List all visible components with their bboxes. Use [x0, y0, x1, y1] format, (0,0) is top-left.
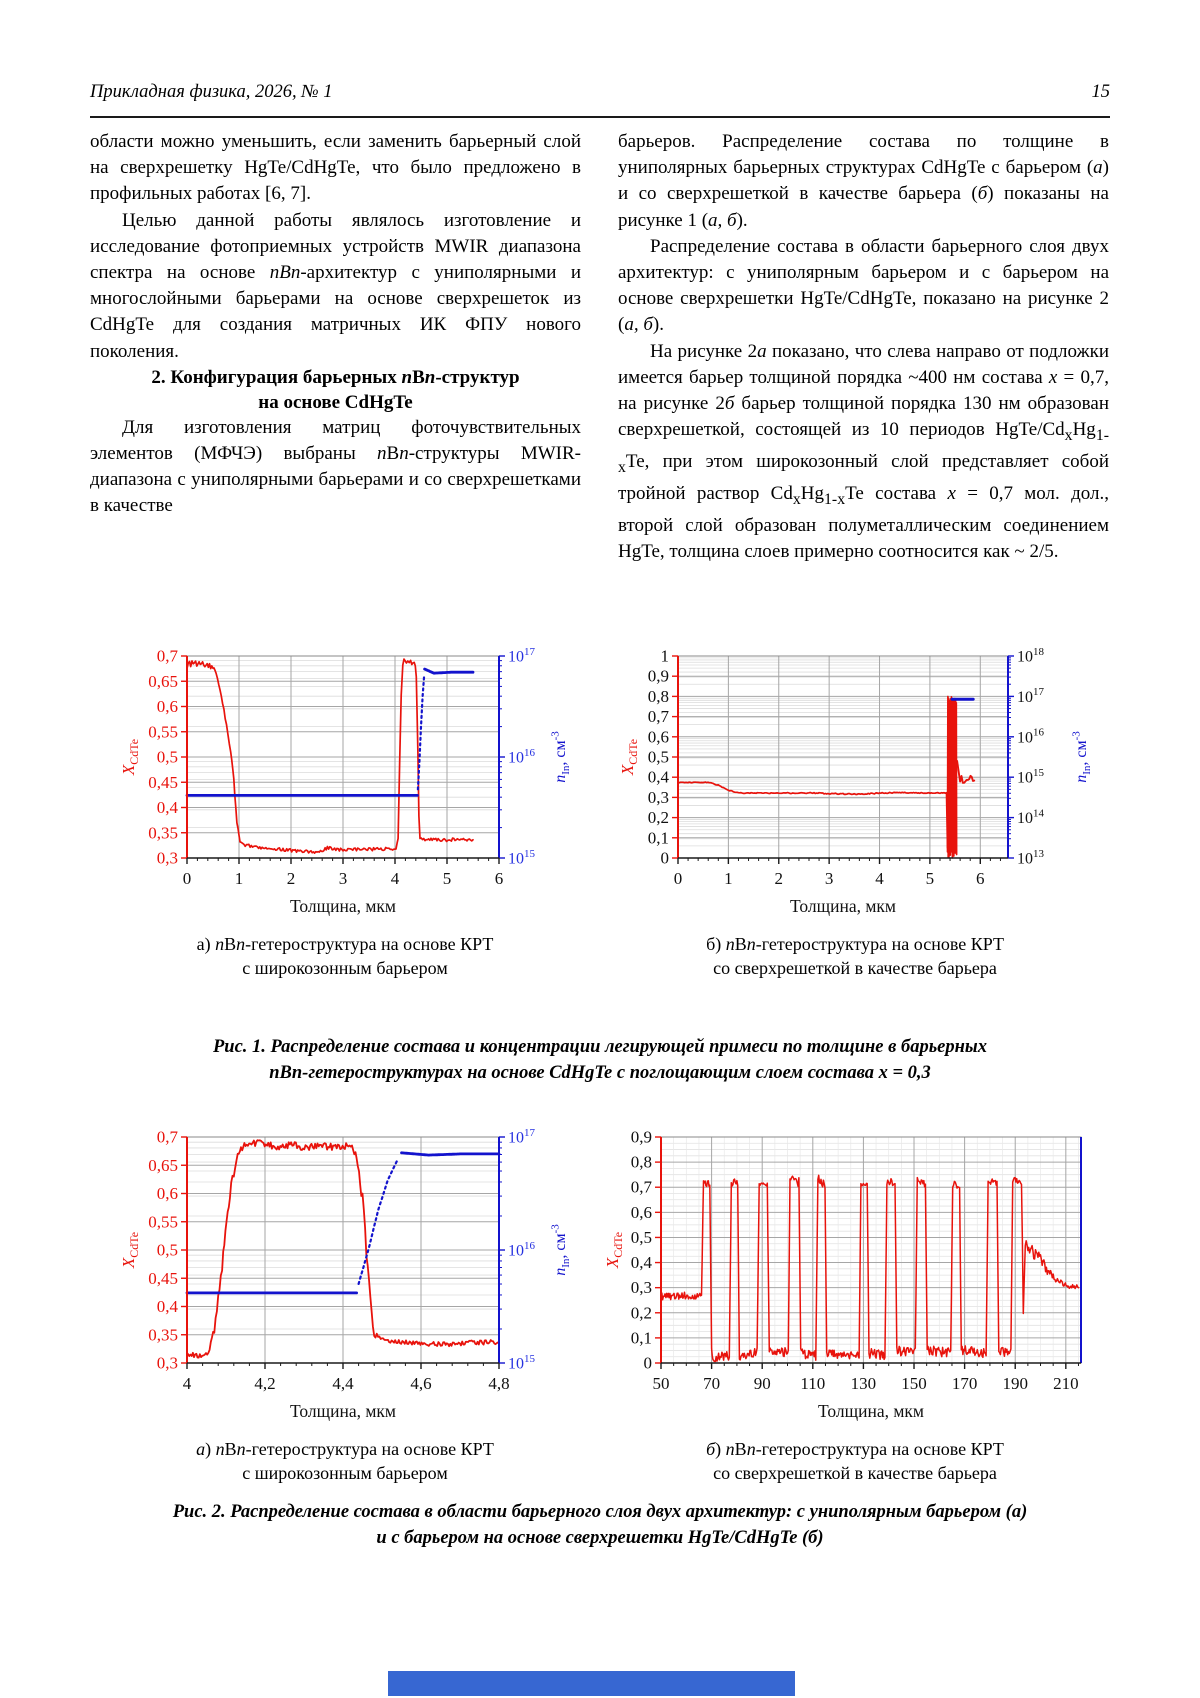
svg-text:0,3: 0,3 [156, 1353, 178, 1373]
fig1b-chart [618, 646, 1092, 922]
svg-text:5: 5 [925, 869, 935, 888]
figure-1a-block [90, 646, 600, 980]
svg-text:2: 2 [286, 869, 296, 888]
svg-text:XCdTe: $X_{CdTe}$ [618, 738, 641, 776]
svg-text:4,6: 4,6 [410, 1374, 432, 1393]
svg-text:150: 150 [901, 1374, 927, 1393]
article-body [90, 129, 1110, 566]
svg-text:5: 5 [442, 869, 452, 888]
page-number: 15 [1091, 82, 1110, 102]
svg-text:0: 0 [643, 1353, 652, 1373]
svg-text:130: 130 [850, 1374, 877, 1393]
svg-text:0,3: 0,3 [647, 787, 669, 807]
svg-text:1018: $10^{18}$ [1017, 646, 1044, 666]
svg-text:0,6: 0,6 [647, 727, 669, 747]
svg-text:Толщина, мкм: Толщина, мкм [790, 896, 896, 916]
svg-text:nIn, см-3: $n_{In}$, $см^{-3}$ [549, 731, 571, 783]
svg-text:0,1: 0,1 [630, 1328, 652, 1348]
svg-text:1017: $10^{17}$ [508, 646, 535, 666]
svg-text:0,45: 0,45 [148, 772, 178, 792]
svg-text:1015: $10^{15}$ [508, 847, 535, 868]
svg-text:6: 6 [494, 869, 504, 888]
svg-text:0,4: 0,4 [630, 1253, 652, 1273]
svg-text:1016: $10^{16}$ [508, 1239, 535, 1260]
fig2a-chart [119, 1125, 571, 1427]
svg-text:1013: $10^{13}$ [1017, 847, 1044, 868]
svg-text:190: 190 [1002, 1374, 1028, 1393]
svg-text:0,4: 0,4 [647, 767, 669, 787]
figure-1-main-caption: Рис. 1. Распределение состава и концентрации легирующей примеси по толщине в барьерных nBn-гетероструктурах на основе CdHgTe с поглощающим слоем состава x = 0,3 [212, 1037, 988, 1083]
svg-text:0,2: 0,2 [630, 1303, 652, 1323]
svg-text:0,7: 0,7 [647, 707, 669, 727]
fig2b-chart [603, 1125, 1107, 1427]
svg-text:3: 3 [824, 869, 834, 888]
paragraph: Распределение состава в области барьерного слоя двух архитектур: с униполярным барьером и с барьером на основе сверхрешетки HgTe/CdHgTe, показано на рисунке 2 (а, б). [618, 235, 1109, 336]
svg-text:110: 110 [800, 1374, 826, 1393]
svg-text:4: 4 [875, 869, 884, 888]
figure-1 [90, 646, 1110, 1086]
right-column [618, 129, 1109, 566]
svg-text:0,8: 0,8 [630, 1152, 652, 1172]
svg-text:0: 0 [673, 869, 683, 888]
svg-text:4,2: 4,2 [254, 1374, 276, 1393]
svg-text:0,65: 0,65 [148, 671, 178, 691]
svg-text:1: 1 [660, 646, 669, 666]
journal-title: Прикладная физика, 2026, № 1 [90, 82, 333, 102]
svg-text:0,7: 0,7 [156, 646, 178, 666]
svg-text:Толщина, мкм: Толщина, мкм [290, 896, 396, 916]
svg-text:0,4: 0,4 [156, 1297, 178, 1316]
svg-text:1014: $10^{14}$ [1017, 807, 1044, 828]
svg-text:Толщина, мкм: Толщина, мкм [818, 1401, 924, 1421]
svg-text:1: 1 [234, 869, 244, 888]
figure-2a-caption: а) nBn-гетероструктура на основе КРТ с широкозонным барьером [196, 1439, 494, 1483]
figure-2a-block [90, 1125, 600, 1485]
svg-text:0,5: 0,5 [647, 747, 669, 767]
figure-2b-caption: б) nBn-гетероструктура на основе КРТ со сверхрешеткой в качестве барьера [706, 1439, 1004, 1483]
figure-1b-block [600, 646, 1110, 980]
svg-text:4,4: 4,4 [332, 1374, 354, 1393]
figure-2-main-caption: Рис. 2. Распределение состава в области барьерного слоя двух архитектур: с униполярным барьером (а) и с барьером на основе сверхрешетки HgTe/CdHgTe (б) [172, 1502, 1028, 1548]
svg-text:1016: $10^{16}$ [508, 746, 535, 767]
figure-2 [90, 1125, 1110, 1551]
svg-text:2: 2 [774, 869, 784, 888]
svg-text:0,55: 0,55 [148, 722, 178, 742]
figure-2-charts [90, 1125, 1110, 1485]
svg-text:0,5: 0,5 [156, 1240, 178, 1260]
svg-text:0,6: 0,6 [156, 697, 178, 716]
svg-text:90: 90 [753, 1374, 771, 1393]
footer-bar [388, 1671, 795, 1696]
paragraph: барьеров. Распределение состава по толщине в униполярных барьерных структурах CdHgTe с барьером (а) и со сверхрешеткой в качестве барьера (б) показаны на рисунке 1 (а, б). [618, 131, 1109, 231]
svg-text:170: 170 [951, 1374, 978, 1393]
svg-text:0: 0 [660, 848, 669, 868]
figure-2b-block [600, 1125, 1110, 1485]
svg-text:1017: $10^{17}$ [508, 1126, 535, 1147]
svg-text:210: 210 [1053, 1374, 1079, 1393]
svg-text:XCdTe: $X_{CdTe}$ [119, 738, 142, 776]
svg-text:0,6: 0,6 [630, 1202, 652, 1222]
svg-text:0,9: 0,9 [630, 1127, 652, 1147]
svg-text:Толщина, мкм: Толщина, мкм [290, 1401, 396, 1421]
svg-text:0,2: 0,2 [647, 808, 669, 828]
svg-text:1016: $10^{16}$ [1017, 726, 1044, 747]
svg-text:6: 6 [976, 869, 985, 888]
section-heading: 2. Конфигурация барьерных nBn-структур на основе CdHgTe [151, 366, 520, 413]
figure-1-charts [90, 646, 1110, 980]
svg-text:4,8: 4,8 [488, 1374, 510, 1393]
svg-text:0,35: 0,35 [148, 1325, 178, 1345]
svg-text:1015: $10^{15}$ [1017, 766, 1044, 787]
svg-text:0,9: 0,9 [647, 666, 669, 686]
svg-text:0,45: 0,45 [148, 1268, 178, 1288]
svg-text:0,5: 0,5 [156, 747, 178, 767]
figure-1b-caption: б) nBn-гетероструктура на основе КРТ со сверхрешеткой в качестве барьера [706, 934, 1004, 978]
svg-text:0,35: 0,35 [148, 823, 178, 843]
svg-text:70: 70 [703, 1374, 721, 1393]
svg-text:1017: $10^{17}$ [1017, 686, 1044, 706]
fig1a-chart [119, 646, 571, 922]
svg-text:0,7: 0,7 [630, 1177, 652, 1197]
left-column [90, 129, 581, 566]
svg-text:1: 1 [724, 869, 733, 888]
svg-text:nIn, см-3: $n_{In}$, $см^{-3}$ [1070, 731, 1092, 783]
svg-text:XCdTe: $X_{CdTe}$ [119, 1231, 142, 1269]
header-rule [90, 116, 1110, 118]
svg-text:0,4: 0,4 [156, 798, 178, 817]
svg-text:0,7: 0,7 [156, 1127, 178, 1147]
svg-text:0,6: 0,6 [156, 1184, 178, 1203]
svg-text:0,3: 0,3 [630, 1278, 652, 1298]
svg-text:0,3: 0,3 [156, 848, 178, 868]
svg-text:4: 4 [390, 869, 400, 888]
svg-text:nIn, см-3: $n_{In}$, $см^{-3}$ [549, 1224, 571, 1276]
svg-text:3: 3 [338, 869, 348, 888]
svg-text:4: 4 [182, 1374, 192, 1393]
paragraph: На рисунке 2а показано, что слева направо от подложки имеется барьер толщиной порядка ~400 нм состава x = 0,7, на рисунке 2б барьер толщиной порядка 130 нм образован сверхрешеткой, состоящей из 10 периодов HgTe/$Cd_xHg_{1-x}Te$, при этом широкозонный слой представляет собой тройной раствор $Cd_xHg_{1-x}Te$ состава x = 0,7 мол. дол., второй слой образован полуметаллическим соединением HgTe, толщина слоев примерно соотносится как ~ 2/5. [618, 340, 1110, 563]
svg-text:0,5: 0,5 [630, 1227, 652, 1247]
paragraph: Для изготовления матриц фоточувствительных элементов (МФЧЭ) выбраны nBn-структуры MWIR-диапазона с униполярными барьерами и со сверхрешетками в качестве [90, 416, 581, 517]
svg-text:0: 0 [182, 869, 192, 888]
svg-text:50: 50 [652, 1374, 670, 1393]
svg-text:0,55: 0,55 [148, 1212, 178, 1232]
svg-text:0,65: 0,65 [148, 1155, 178, 1175]
figure-1a-caption: а) nBn-гетероструктура на основе КРТ с широкозонным барьером [196, 934, 494, 978]
svg-text:0,8: 0,8 [647, 686, 669, 706]
svg-text:XCdTe: $X_{CdTe}$ [603, 1231, 626, 1269]
svg-text:1015: $10^{15}$ [508, 1352, 535, 1373]
paragraph: Целью данной работы являлось изготовление и исследование фотоприемных устройств MWIR диапазона спектра на основе nBn-архитектур с униполярными и многослойными барьерами на основе сверхрешеток из CdHgTe для создания матричных ИК ФПУ нового поколения. [90, 209, 581, 362]
page-header [90, 82, 1110, 103]
paragraph: области можно уменьшить, если заменить барьерный слой на сверхрешетку HgTe/CdHgTe, что было предложено в профильных работах [6, 7]. [90, 131, 581, 205]
svg-text:0,1: 0,1 [647, 828, 669, 848]
